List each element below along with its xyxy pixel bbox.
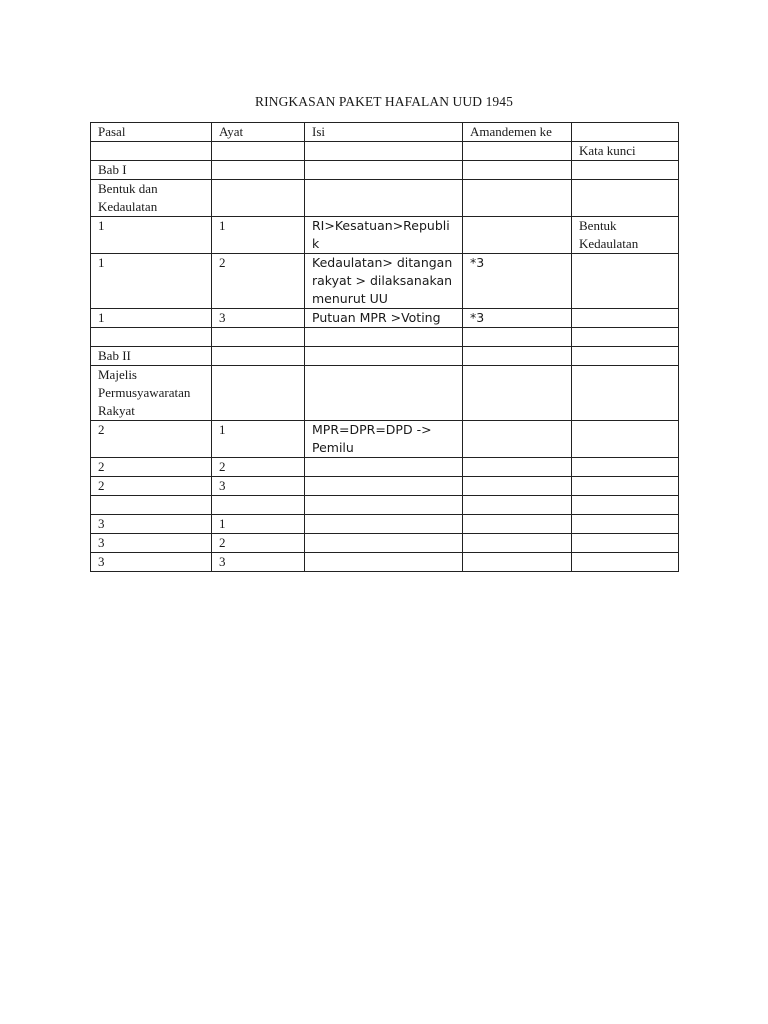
table-cell: [305, 553, 463, 572]
table-cell: [572, 496, 679, 515]
header-cell-isi: Isi: [305, 123, 463, 142]
table-cell: [305, 161, 463, 180]
document-title: RINGKASAN PAKET HAFALAN UUD 1945: [255, 94, 513, 109]
table-row: [91, 534, 679, 553]
header-cell-amandemen: Amandemen ke: [463, 123, 572, 142]
table-cell: Kedaulatan> ditangan rakyat > dilaksanakan menurut UU: [305, 254, 463, 309]
table-row: [91, 217, 679, 254]
table-row: [91, 458, 679, 477]
table-cell: 2: [212, 458, 305, 477]
header-cell-blank: [572, 123, 679, 142]
header-cell-ayat: Ayat: [212, 123, 305, 142]
table-row: [91, 421, 679, 458]
table-row: [91, 347, 679, 366]
table-row: [91, 515, 679, 534]
table-header-row: [91, 123, 679, 142]
table-cell: [305, 366, 463, 421]
table-cell: [463, 366, 572, 421]
table-cell: [463, 553, 572, 572]
table-cell: RI>Kesatuan>Republik: [305, 217, 463, 254]
table-cell: 2: [212, 254, 305, 309]
table-cell: [463, 180, 572, 217]
table-row: [91, 254, 679, 309]
table-cell: Bab II: [91, 347, 212, 366]
table-cell: [212, 161, 305, 180]
table-cell: [305, 142, 463, 161]
table-cell: Majelis Permusyawaratan Rakyat: [91, 366, 212, 421]
table-row: [91, 366, 679, 421]
table-cell: [463, 496, 572, 515]
table-row: [91, 328, 679, 347]
table-cell: 3: [212, 477, 305, 496]
table-cell: [463, 421, 572, 458]
table-cell: Bab I: [91, 161, 212, 180]
table-cell: 1: [212, 217, 305, 254]
header-cell-pasal: Pasal: [91, 123, 212, 142]
table-cell: [91, 496, 212, 515]
table-cell: [463, 477, 572, 496]
table-cell: [572, 421, 679, 458]
table-cell: [305, 328, 463, 347]
table-cell: [572, 515, 679, 534]
table-cell: *3: [463, 254, 572, 309]
table-cell: [305, 180, 463, 217]
table-cell: [305, 515, 463, 534]
table-cell: [305, 458, 463, 477]
table-cell: [463, 142, 572, 161]
table-cell: *3: [463, 309, 572, 328]
table-cell: 3: [212, 309, 305, 328]
table-cell: [463, 515, 572, 534]
table-cell: 2: [91, 477, 212, 496]
table-cell: 3: [212, 553, 305, 572]
table-row: [91, 496, 679, 515]
table-cell: [305, 347, 463, 366]
table-cell: [212, 347, 305, 366]
table-cell: [463, 328, 572, 347]
table-cell: [91, 142, 212, 161]
table-cell: [212, 180, 305, 217]
table-cell: 3: [91, 534, 212, 553]
table-cell: [91, 328, 212, 347]
table-cell: Kata kunci: [572, 142, 679, 161]
table-cell: 2: [91, 458, 212, 477]
table-row: [91, 553, 679, 572]
table-cell: [463, 347, 572, 366]
table-cell: Putuan MPR >Voting: [305, 309, 463, 328]
table-row: [91, 309, 679, 328]
table-cell: 1: [91, 309, 212, 328]
table-row: [91, 477, 679, 496]
table-cell: [572, 553, 679, 572]
table-cell: 3: [91, 553, 212, 572]
table-cell: [463, 458, 572, 477]
table-cell: [572, 366, 679, 421]
table-cell: [463, 217, 572, 254]
table-cell: 1: [212, 515, 305, 534]
table-cell: [212, 142, 305, 161]
summary-table: [90, 122, 679, 572]
table-row: [91, 161, 679, 180]
table-cell: [212, 366, 305, 421]
table-cell: [572, 328, 679, 347]
table-cell: [305, 496, 463, 515]
table-cell: [463, 161, 572, 180]
table-cell: [572, 347, 679, 366]
table-cell: [305, 477, 463, 496]
table-cell: [305, 534, 463, 553]
table-cell: [572, 309, 679, 328]
table-cell: 2: [91, 421, 212, 458]
table-cell: MPR=DPR=DPD -> Pemilu: [305, 421, 463, 458]
table-cell: 1: [91, 217, 212, 254]
table-row: [91, 180, 679, 217]
table-cell: [572, 161, 679, 180]
table-cell: 2: [212, 534, 305, 553]
table-cell: [572, 458, 679, 477]
table-cell: [572, 254, 679, 309]
table-cell: [212, 328, 305, 347]
table-cell: Bentuk dan Kedaulatan: [91, 180, 212, 217]
table-cell: Bentuk Kedaulatan: [572, 217, 679, 254]
table-cell: [572, 180, 679, 217]
table-cell: 1: [91, 254, 212, 309]
table-cell: 3: [91, 515, 212, 534]
table-cell: 1: [212, 421, 305, 458]
table-cell: [572, 477, 679, 496]
table-row: [91, 142, 679, 161]
table-cell: [572, 534, 679, 553]
table-cell: [463, 534, 572, 553]
table-cell: [212, 496, 305, 515]
